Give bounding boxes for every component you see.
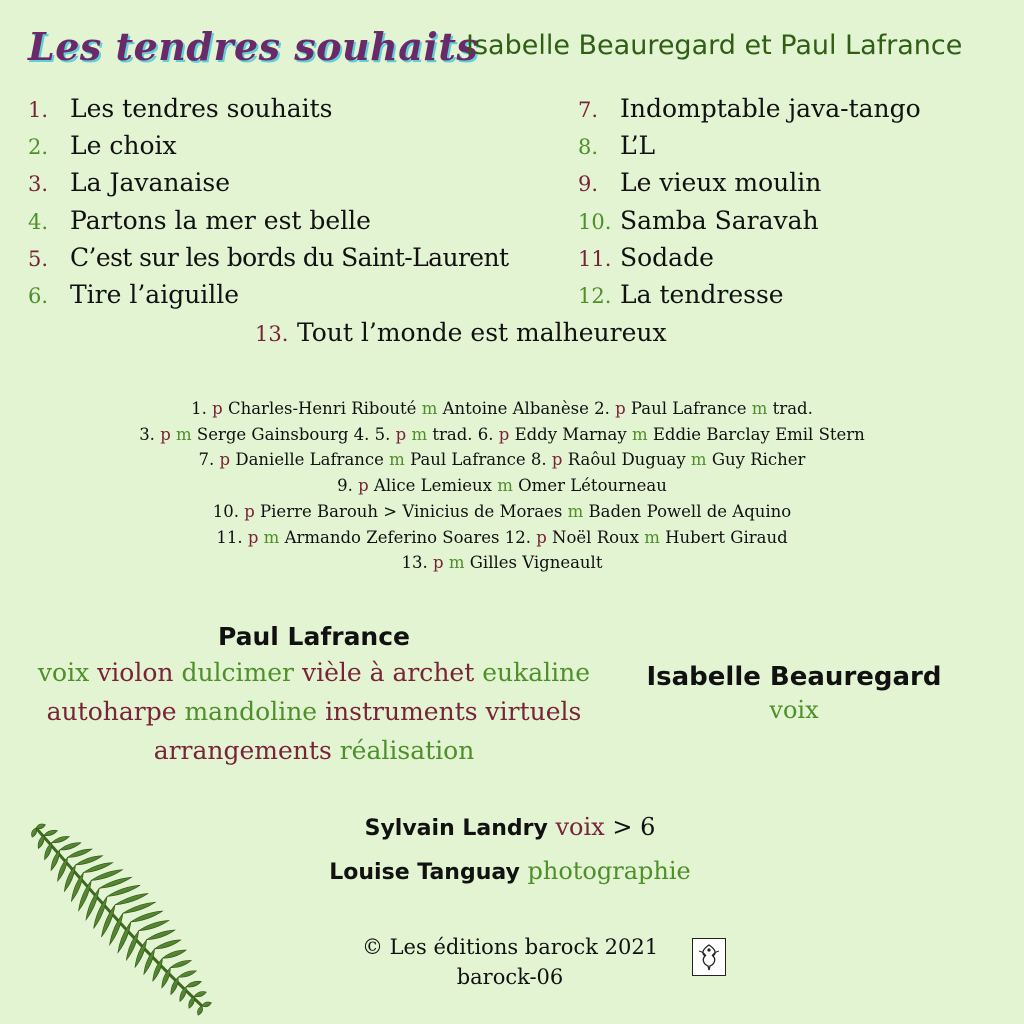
music-marker: m <box>421 399 438 418</box>
role: autoharpe <box>46 697 177 726</box>
guest-name: Louise Tanguay <box>329 860 520 885</box>
credit-text: Serge Gainsbourg 4. 5. <box>196 424 391 444</box>
fern-leaflet <box>131 911 163 922</box>
fern-leaflet <box>189 996 195 1008</box>
credit-text: Hubert Giraud <box>665 527 788 547</box>
credit-text: trad. <box>772 399 813 418</box>
guest-name: Sylvain Landry <box>364 816 548 841</box>
music-marker: m <box>448 553 465 573</box>
music-marker: m <box>567 501 584 521</box>
performer-isabelle-beauregard <box>634 662 954 724</box>
role: instruments virtuels <box>325 697 582 726</box>
fern-leaflet <box>76 856 103 865</box>
track-7 <box>578 94 921 123</box>
credit-text: Alice Lemieux <box>373 476 492 496</box>
performer-name: Paul Lafrance <box>217 622 411 651</box>
credit-text: Gilles Vigneault <box>469 553 603 573</box>
fern-leaflet <box>52 836 70 842</box>
track-10 <box>578 206 819 235</box>
credit-text: Charles-Henri Ribouté <box>227 399 417 418</box>
credit-text: Antoine Albanèse 2. <box>442 399 610 418</box>
track-title: Sodade <box>620 243 714 272</box>
track-2 <box>28 131 177 160</box>
music-marker: m <box>644 527 660 547</box>
performer-name: Isabelle Beauregard <box>646 662 942 692</box>
credit-text: Danielle Lafrance <box>235 450 384 470</box>
barock-logo-icon <box>692 938 726 976</box>
track-number: 9. <box>578 172 599 196</box>
fern-leaflet <box>139 920 169 930</box>
performer-role: voix <box>769 696 819 724</box>
lyrics-marker: p <box>219 450 231 470</box>
music-marker: m <box>751 399 768 418</box>
music-marker: m <box>176 424 192 444</box>
track-number: 7. <box>578 98 599 122</box>
credit-text: 11. <box>216 527 243 547</box>
role: arrangements <box>153 736 332 765</box>
credit-text: Raôul Duguay <box>567 450 686 470</box>
lyrics-marker: p <box>358 476 369 496</box>
lyrics-marker: p <box>536 527 547 547</box>
credit-text: Eddie Barclay Emil Stern <box>652 424 865 444</box>
music-marker: m <box>411 424 428 444</box>
track-number: 6. <box>28 284 49 308</box>
track-number: 4. <box>28 210 49 234</box>
fern-leaflet <box>115 893 148 904</box>
fern-leaflet <box>44 830 58 836</box>
track-number: 5. <box>28 247 49 271</box>
fern-leaflet <box>58 857 68 881</box>
track-title: C’est sur les bords du Saint-Laurent <box>70 243 509 272</box>
track-title: Tire l’aiguille <box>70 280 240 309</box>
credits-line-5 <box>0 499 1004 525</box>
guest-note: > 6 <box>612 813 656 841</box>
credit-text: 7. <box>198 450 215 470</box>
lyrics-marker: p <box>395 424 407 444</box>
catalog-number: barock-06 <box>456 965 564 989</box>
credits-line-6 <box>0 525 1004 551</box>
credit-text: 1. <box>191 399 207 418</box>
fern-leaflet <box>123 902 156 913</box>
fern-leaflet <box>38 835 44 848</box>
credits-line-3 <box>0 447 1004 473</box>
album-title: Les tendres souhaits <box>28 24 479 69</box>
track-number: 3. <box>28 172 49 196</box>
fern-leaflet <box>51 850 60 871</box>
songwriter-credits <box>0 396 1004 576</box>
role: réalisation <box>339 736 475 765</box>
fern-leaflet <box>83 863 112 873</box>
credit-text: Omer Létourneau <box>518 476 667 496</box>
credit-text: Armando Zeferino Soares 12. <box>284 527 531 547</box>
fern-leaflet <box>155 940 181 949</box>
track-9 <box>578 168 821 197</box>
fern-leaflet <box>186 981 201 987</box>
music-marker: m <box>389 450 405 470</box>
guest-role: photographie <box>527 857 691 885</box>
track-title: Le choix <box>70 131 177 160</box>
fern-leaflet <box>91 870 122 881</box>
credits-line-7 <box>0 550 1004 576</box>
fern-leaflet <box>162 950 186 958</box>
role: dulcimer <box>181 658 294 687</box>
fern-leaflet <box>194 992 206 997</box>
credit-text: Noël Roux <box>552 527 639 547</box>
credit-text: trad. 6. <box>432 424 494 444</box>
fern-leaflet <box>68 849 92 857</box>
track-number: 12. <box>578 284 612 308</box>
credits-line-2 <box>0 422 1004 448</box>
fern-leaf-icon <box>22 810 222 1020</box>
track-11 <box>578 243 714 272</box>
track-1 <box>28 94 333 123</box>
track-number: 10. <box>578 210 612 234</box>
lyrics-marker: p <box>244 501 255 521</box>
fern-leaflet <box>32 828 37 837</box>
track-number: 13. <box>255 322 289 346</box>
track-number: 11. <box>578 247 612 271</box>
fern-leaflet <box>147 930 175 940</box>
music-marker: m <box>690 450 707 470</box>
footer <box>330 932 690 992</box>
fern-leaflet <box>45 843 52 860</box>
credit-text: 9. <box>337 476 353 496</box>
fern-leaflet <box>170 960 191 967</box>
track-title: L’L <box>620 131 656 160</box>
role: mandoline <box>184 697 318 726</box>
credit-text: Baden Powell de Aquino <box>588 501 792 521</box>
copyright: © Les éditions barock 2021 <box>361 935 659 959</box>
track-title: Indomptable java-tango <box>620 94 921 123</box>
lyrics-marker: p <box>212 399 223 418</box>
fern-leaflet <box>198 1006 203 1015</box>
track-number: 2. <box>28 135 49 159</box>
role: violon <box>97 658 174 687</box>
fern-leaflet <box>60 843 81 850</box>
track-number: 8. <box>578 135 599 159</box>
credit-text: 10. <box>212 501 239 521</box>
credits-line-4 <box>0 473 1004 499</box>
lyrics-marker: p <box>247 527 259 547</box>
track-title: Partons la mer est belle <box>70 206 371 235</box>
track-4 <box>28 206 371 235</box>
music-marker: m <box>497 476 513 496</box>
track-13 <box>255 318 667 347</box>
track-title: Les tendres souhaits <box>70 94 333 123</box>
lyrics-marker: p <box>498 424 510 444</box>
lyrics-marker: p <box>160 424 171 444</box>
lyrics-marker: p <box>615 399 626 418</box>
music-marker: m <box>631 424 648 444</box>
track-5 <box>28 243 508 272</box>
lyrics-marker: p <box>433 553 444 573</box>
fern-leaflet <box>107 885 140 896</box>
performer-roles <box>20 653 608 770</box>
role: voix <box>37 658 90 687</box>
track-title: La Javanaise <box>70 168 231 197</box>
credits-line-1 <box>0 396 1004 422</box>
music-marker: m <box>263 527 280 547</box>
guest-role: voix <box>555 813 605 841</box>
track-title: Tout l’monde est malheureux <box>297 318 667 347</box>
fern-leaflet <box>99 877 131 888</box>
credit-text: Eddy Marnay <box>514 424 627 444</box>
track-title: Samba Saravah <box>620 206 819 235</box>
artists-header: Isabelle Beauregard et Paul Lafrance <box>466 30 963 61</box>
guest-sylvain-landry <box>290 806 730 850</box>
credit-text: 13. <box>401 553 428 573</box>
track-8 <box>578 131 655 160</box>
fern-leaflet <box>202 1002 211 1007</box>
track-3 <box>28 168 230 197</box>
role: vièle à archet <box>301 658 475 687</box>
credit-text: Guy Richer <box>711 450 806 470</box>
guest-credits <box>290 806 730 894</box>
performer-paul-lafrance <box>20 622 608 770</box>
role: eukaline <box>482 658 591 687</box>
credit-text: Paul Lafrance <box>630 399 747 418</box>
guest-louise-tanguay <box>290 850 730 894</box>
track-title: Le vieux moulin <box>620 168 822 197</box>
track-title: La tendresse <box>620 280 784 309</box>
track-6 <box>28 280 239 309</box>
fern-leaflet <box>36 824 45 829</box>
credit-text: Paul Lafrance 8. <box>410 450 547 470</box>
credit-text: 3. <box>139 424 155 444</box>
lyrics-marker: p <box>551 450 563 470</box>
track-12 <box>578 280 784 309</box>
track-number: 1. <box>28 98 49 122</box>
fern-leaflet <box>178 971 196 978</box>
credit-text: Pierre Barouh > Vinicius de Moraes <box>260 501 563 521</box>
